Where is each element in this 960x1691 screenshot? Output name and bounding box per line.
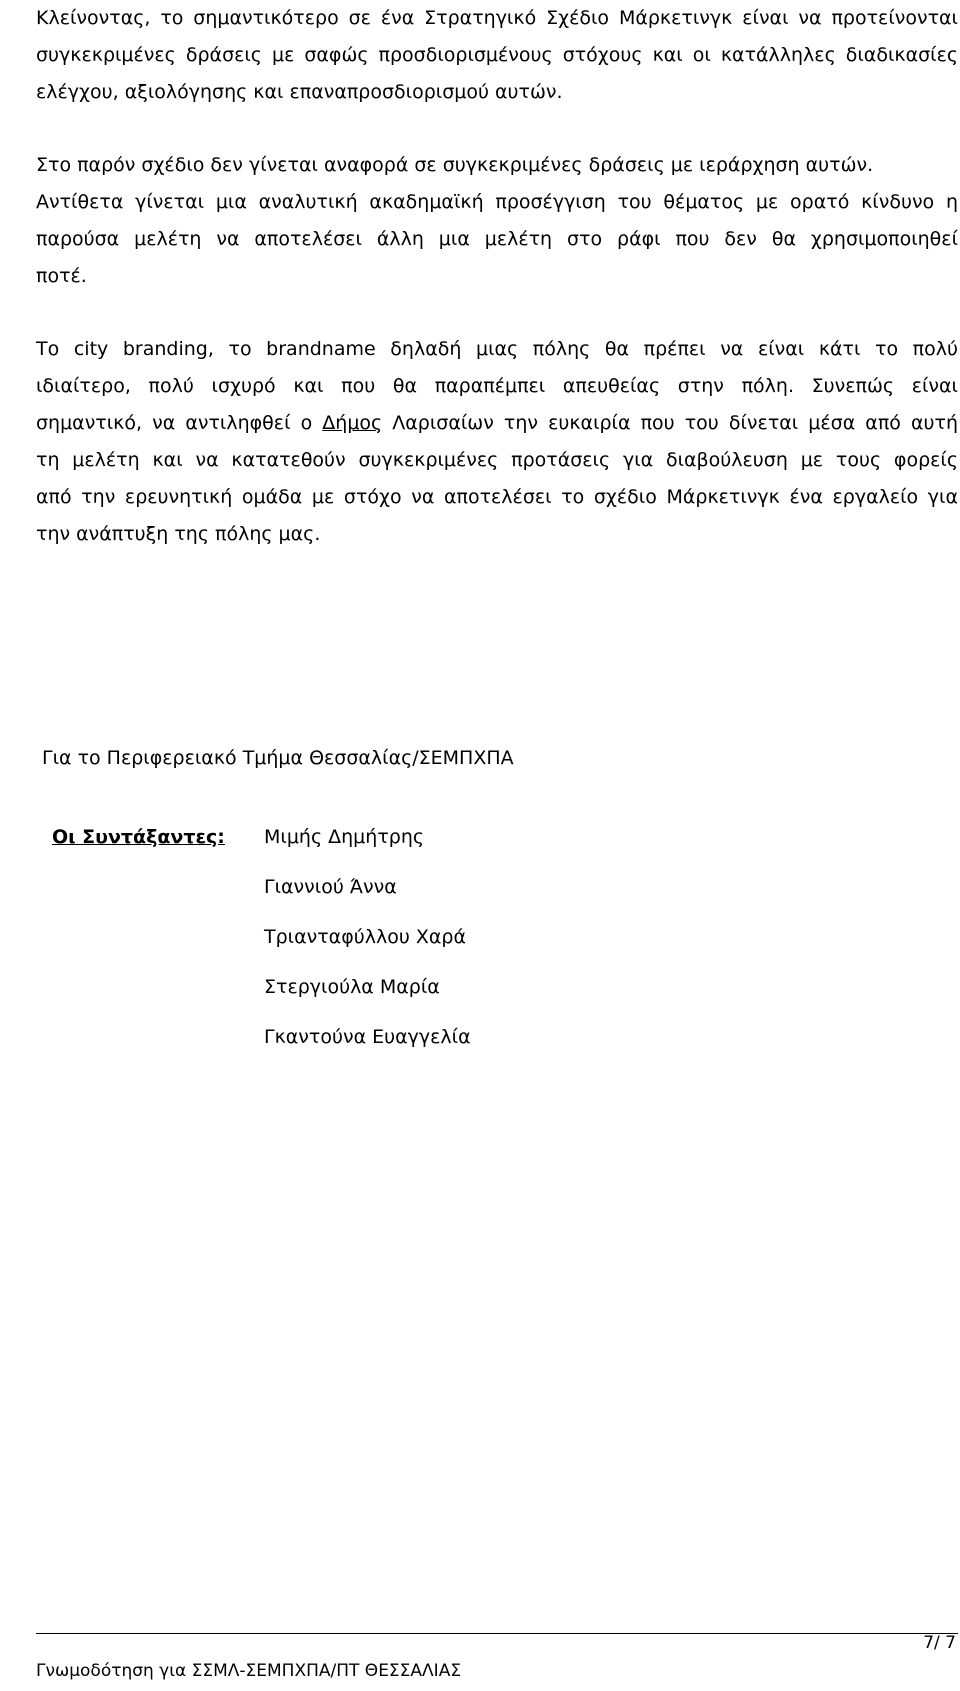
- footer-divider: [36, 1633, 958, 1634]
- authors-label-text: Οι Συντάξαντες:: [52, 826, 225, 848]
- paragraph-line: Αντίθετα γίνεται μια αναλυτική ακαδημαϊκή προσέγγιση του θέματος με ορατό κίνδυνο η: [36, 191, 958, 213]
- underlined-word: Δήμος: [322, 412, 383, 434]
- paragraph-line: συγκεκριμένες δράσεις με σαφώς προσδιορισμένους στόχους και οι κατάλληλες διαδικασίες: [36, 44, 958, 66]
- author-name: Μιμής Δημήτρης: [264, 826, 425, 848]
- authors-label: [52, 819, 225, 856]
- paragraph-line: Στο παρόν σχέδιο δεν γίνεται αναφορά σε συγκεκριμένες δράσεις με ιεράρχηση αυτών.: [36, 154, 874, 176]
- page-number: 7/ 7: [923, 1633, 956, 1653]
- line-end: Λαρισαίων την ευκαιρία που του δίνεται μέσα από αυτή: [382, 412, 958, 434]
- paragraph-line: ποτέ.: [36, 265, 87, 287]
- author-name: Γιαννιού Άννα: [264, 876, 397, 898]
- paragraph-line: τη μελέτη και να κατατεθούν συγκεκριμένες προτάσεις για διαβούλευση με τους φορείς: [36, 449, 958, 471]
- footer-text: Γνωμοδότηση για ΣΣΜΛ-ΣΕΜΠΧΠΑ/ΠΤ ΘΕΣΣΑΛΙΑΣ: [36, 1661, 462, 1681]
- paragraph-line: ιδιαίτερο, πολύ ισχυρό και που θα παραπέμπει απευθείας στην πόλη. Συνεπώς είναι: [36, 375, 958, 397]
- paragraph-line: Το city branding, το brandname δηλαδή μιας πόλης θα πρέπει να είναι κάτι το πολύ: [36, 338, 958, 360]
- author-name: Στεργιούλα Μαρία: [264, 976, 440, 998]
- paragraph-current-plan: [36, 147, 958, 295]
- author-name: Τριανταφύλλου Χαρά: [264, 926, 466, 948]
- paragraph-line: Κλείνοντας, το σημαντικότερο σε ένα Στρατηγικό Σχέδιο Μάρκετινγκ είναι να προτείνονται: [36, 7, 958, 29]
- paragraph-city-branding: [36, 331, 958, 553]
- paragraph-line: από την ερευνητική ομάδα με στόχο να αποτελέσει το σχέδιο Μάρκετινγκ ένα εργαλείο για: [36, 486, 958, 508]
- paragraph-line: παρούσα μελέτη να αποτελέσει άλλη μια μελέτη στο ράφι που δεν θα χρησιμοποιηθεί: [36, 228, 958, 250]
- line-start: σημαντικό, να αντιληφθεί ο: [36, 412, 323, 434]
- paragraph-line: την ανάπτυξη της πόλης μας.: [36, 523, 321, 545]
- author-name: Γκαντούνα Ευαγγελία: [264, 1026, 471, 1048]
- paragraph-line-with-underline: [36, 405, 958, 442]
- paragraph-line: ελέγχου, αξιολόγησης και επαναπροσδιορισμού αυτών.: [36, 81, 563, 103]
- paragraph-conclusion: [36, 0, 958, 111]
- organization-line: Για το Περιφερειακό Τμήμα Θεσσαλίας/ΣΕΜΠΧΠΑ: [42, 747, 514, 769]
- authors-list: [264, 819, 471, 1069]
